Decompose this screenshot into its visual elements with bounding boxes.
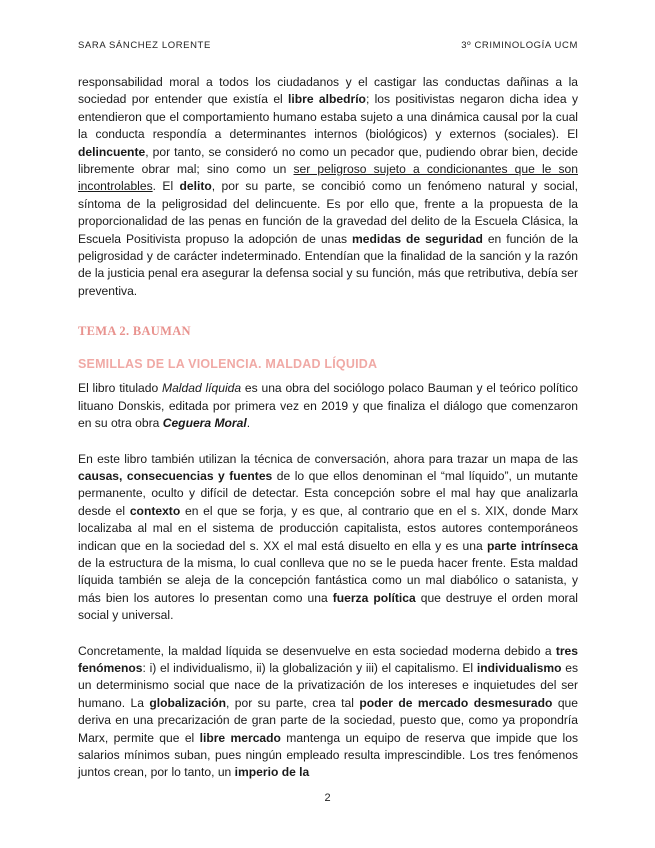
- italic-text: Maldad líquida: [162, 381, 242, 396]
- underlined-text: ser peligroso sujeto a condicionantes que le son incontrolables: [78, 162, 579, 194]
- text-run: El libro titulado: [78, 381, 162, 396]
- bold-text: causas, consecuencias y fuentes: [78, 468, 273, 483]
- text-run: En este libro también utilizan la técnica de conversación, ahora para trazar un mapa de las: [78, 451, 578, 466]
- bold-text: delito: [179, 179, 212, 194]
- text-run: , por su parte, crea tal: [225, 695, 360, 710]
- bold-text: poder de mercado desmesurado: [359, 695, 553, 710]
- bold-text: libre albedrío: [288, 92, 366, 107]
- bold-text: delincuente: [78, 144, 146, 159]
- text-run: : i) el individualismo, ii) la globalización y iii) el capitalismo. El: [142, 660, 477, 675]
- bold-text: contexto: [129, 503, 181, 518]
- text-run: . El: [152, 179, 180, 194]
- text-run: responsabilidad moral a todos los ciudadanos y el castigar las conductas dañinas a la sociedad por entender que existía el: [78, 75, 578, 107]
- bold-text: parte intrínseca: [487, 538, 578, 553]
- text-run: que deriva en una precarización de gran parte de la sociedad, puesto que, como ya propondría Marx, permite que el: [78, 695, 578, 745]
- bold-text: fuerza política: [332, 590, 416, 605]
- body-paragraph: [78, 380, 578, 432]
- text-run: en función de la peligrosidad y de carácter indeterminado. Entendían que la finalidad de la sanción y la razón de la justicia penal era asegurar la defensa social y su función, más que retributiva, debía ser preventiva.: [78, 231, 578, 298]
- text-run: , por tanto, se consideró no como un pecador que, pudiendo obrar bien, decide libremente obrar mal; sino como un: [78, 144, 578, 177]
- text-run: ; los positivistas negaron dicha idea y entendieron que el comportamiento humano estaba sujeto a una dinámica causal por la cual la conducta respondía a determinantes internos (biológicos) y externos (sociales). El: [78, 92, 578, 142]
- page-header: [78, 40, 578, 54]
- text-run: de lo que ellos denominan el “mal líquido”, un mutante permanente, oculto y difícil de detectar. Esta concepción sobre el mal hay que analizarla desde el: [78, 468, 578, 518]
- page-number: 2: [324, 792, 331, 804]
- header-course: 3º CRIMINOLOGÍA UCM: [461, 40, 578, 51]
- subsection-title: SEMILLAS DE LA VIOLENCIA. MALDAD LÍQUIDA: [78, 357, 378, 372]
- body-paragraph: [78, 74, 578, 300]
- text-run: , por su parte, se concibió como un fenómeno natural y social, síntoma de la peligrosidad del delincuente. Es por ello que, frente a la propuesta de la proporcionalidad de las penas en función de la gravedad del delito de la Escuela Clásica, la Escuela Positivista propuso la adopción de unas: [78, 179, 578, 246]
- bold-text: medidas de seguridad: [352, 231, 483, 246]
- body-paragraph: [78, 643, 578, 782]
- text-run: .: [246, 416, 251, 431]
- bold-text: imperio de la: [234, 765, 310, 780]
- header-author: SARA SÁNCHEZ LORENTE: [78, 40, 211, 51]
- text-run: de la estructura de la misma, lo cual conlleva que no se le pueda hacer frente. Esta maldad líquida también se aleja de la concepción fantástica como un mal diabólico o satanista, y más bien los autores lo presentan como una: [78, 555, 578, 605]
- bold-text: Ceguera Moral: [162, 416, 247, 431]
- text-run: que destruye el orden moral social y universal.: [78, 590, 578, 623]
- text-run: Concretamente, la maldad líquida se desenvuelve en esta sociedad moderna debido a: [78, 643, 556, 658]
- document-body: [78, 74, 578, 782]
- section-title: TEMA 2. BAUMAN: [78, 324, 191, 339]
- text-run: es un determinismo social que nace de la privatización de los intereses e inquietudes del ser humano. La: [78, 660, 579, 710]
- body-paragraph: [78, 451, 578, 625]
- bold-text: individualismo: [476, 660, 562, 675]
- bold-text: libre mercado: [199, 730, 281, 745]
- bold-text: tres fenómenos: [78, 643, 578, 675]
- bold-text: globalización: [149, 695, 226, 710]
- text-run: es una obra del sociólogo polaco Bauman y el teórico político lituano Donskis, editada por primera vez en 2019 y que finaliza el diálogo que comenzaron en su otra obra: [78, 381, 578, 431]
- text-run: mantenga un equipo de reserva que impide que los salarios mínimos suban, pues ningún empleado resulta imprescindible. Los tres fenómenos juntos crean, por lo tanto, un: [78, 730, 578, 780]
- text-run: en el que se forja, y es que, al contrario que en el s. XIX, donde Marx localizaba al mal en el sistema de producción capitalista, estos autores contemporáneos indican que en la sociedad del s. XX el mal está disuelto en ella y es una: [78, 503, 578, 553]
